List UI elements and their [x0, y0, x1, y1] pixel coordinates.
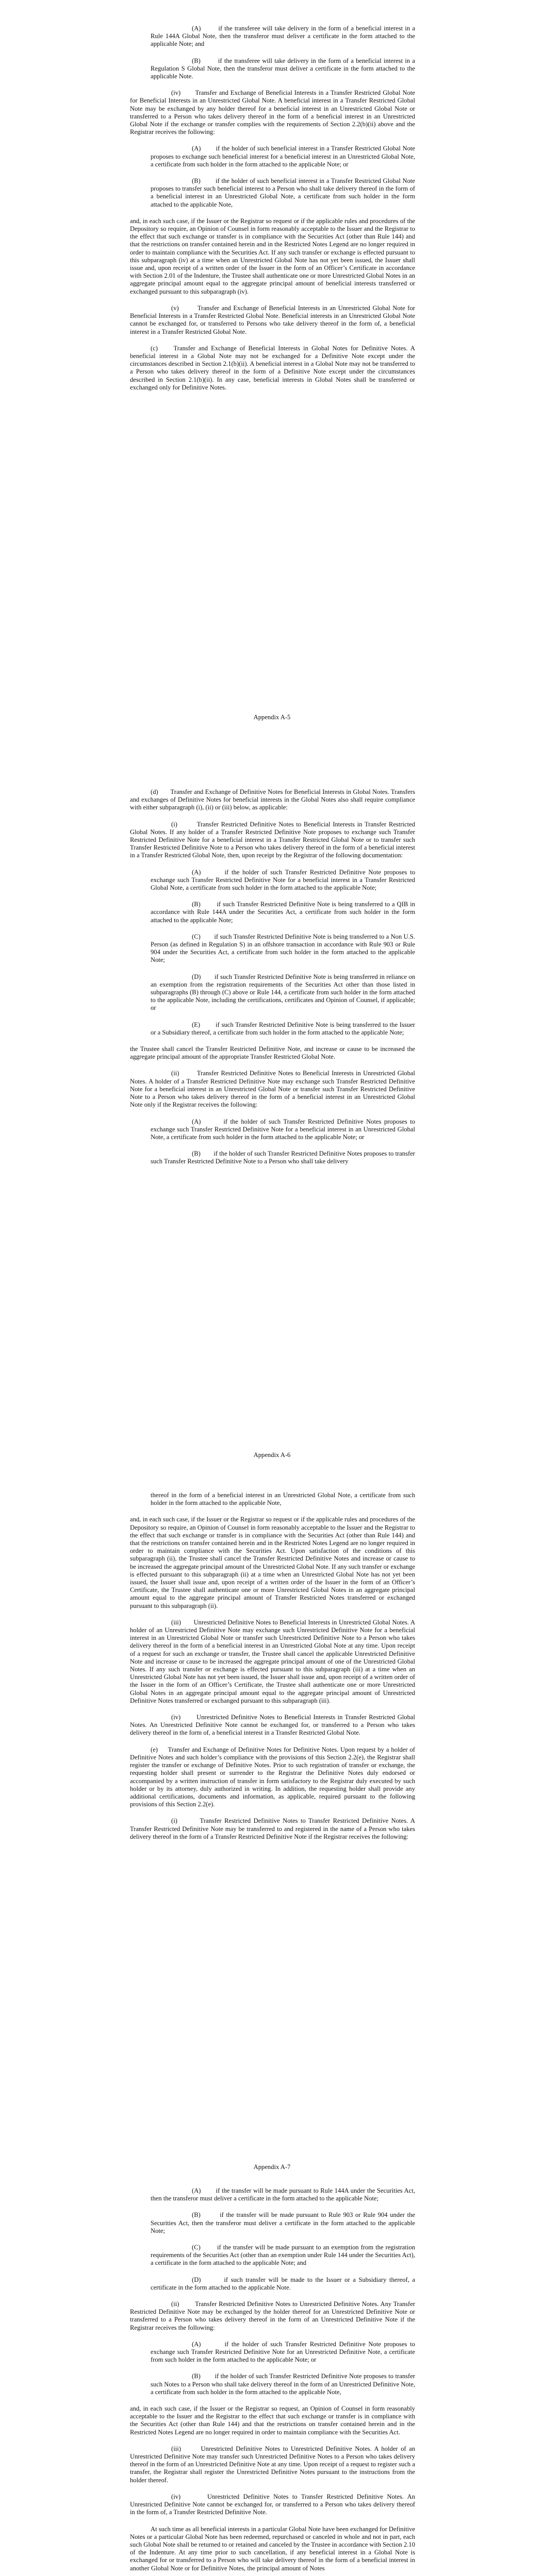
paragraph: (ii) Transfer Restricted Definitive Notes to Beneficial Interests in Unrestricted Global Notes. A holder of a Transfer Restricted Definitive Note may exchange such Transfer Restricted Definitive Note for a beneficial interest in an Unrestricted Global Note or transfer such Transfer Restricted Definitive Note to a Person who takes delivery thereof in the form of a beneficial interest in an Unrestricted Global Note only if the Registrar receives the following: [130, 1070, 415, 1109]
paragraph: (i) Transfer Restricted Definitive Notes to Transfer Restricted Definitive Notes. A Transfer Restricted Definitive Note may be transferred to and registered in the name of a Person who takes delivery thereof in the form of a Transfer Restricted Definitive Note if the Registrar receives the following: [130, 1817, 415, 1840]
paragraph: (iv) Transfer and Exchange of Beneficial Interests in a Transfer Restricted Global Note for Beneficial Interests in an Unrestricted Global Note. A beneficial interest in a Transfer Restricted Global Note may be exchanged by any holder thereof for a beneficial interest in an Unrestricted Global Note or transferred to a Person who takes delivery thereof in the form of a beneficial interest in an Unrestricted Global Note if the exchange or transfer complies with the requirements of Section 2.2(b)(ii) above and the Registrar receives the following: [130, 89, 415, 136]
document-page-a8 [0, 2187, 544, 2576]
paragraph: At such time as all beneficial interests in a particular Global Note have been exchanged for Definitive Notes or a particular Global Note has been redeemed, repurchased or canceled in whole and not in part, each such Global Note shall be returned to or retained and canceled by the Trustee in accordance with Section 2.10 of the Indenture. At any time prior to such cancellation, if any beneficial interest in a Global Note is exchanged for or transferred to a Person who will take delivery thereof in the form of a beneficial interest in another Global Note or for Definitive Notes, the principal amount of Notes [130, 2525, 415, 2572]
paragraph: (A) if the transfer will be made pursuant to Rule 144A under the Securities Act, then the transferor must deliver a certificate in the form attached to the applicable Note; [151, 2187, 415, 2202]
paragraph: thereof in the form of a beneficial interest in an Unrestricted Global Note, a certificate from such holder in the form attached to the applicable Note, [151, 1492, 415, 1507]
page-footer: Appendix A-5 [253, 714, 291, 721]
paragraph: (A) if the transferee will take delivery in the form of a beneficial interest in a Rule 144A Global Note, then the transferor must deliver a certificate in the form attached to the applicable Note; and [151, 25, 415, 48]
paragraph: (B) if such Transfer Restricted Definitive Note is being transferred to a QIB in accordance with Rule 144A under the Securities Act, a certificate from such holder in the form attached to the applicable Note; [151, 901, 415, 924]
paragraph: (C) if such Transfer Restricted Definitive Note is being transferred to a Non U.S. Person (as defined in Regulation S) in an offshore transaction in accordance with Rule 903 or Rule 904 under the Securities Act, a certificate from such holder in the form attached to the applicable Note; [151, 933, 415, 964]
paragraph: (D) if such Transfer Restricted Definitive Note is being transferred in reliance on an exemption from the registration requirements of the Securities Act other than those listed in subparagraphs (B) through (C) above or Rule 144, a certificate from such holder in the form attached to the applicable Note, including the certifications, certificates and Opinion of Counsel, if applicable; or [151, 973, 415, 1012]
paragraph: (B) if the transferee will take delivery in the form of a beneficial interest in a Regulation S Global Note, then the transferor must deliver a certificate in the form attached to the applicable Note. [151, 57, 415, 80]
paragraph: (iv) Unrestricted Definitive Notes to Beneficial Interests in Transfer Restricted Global Notes. An Unrestricted Definitive Note cannot be exchanged for, or transferred to a Person who takes delivery thereof in the form of, a beneficial interest in a Transfer Restricted Global Note. [130, 1714, 415, 1737]
paragraph: (iii) Unrestricted Definitive Notes to Unrestricted Definitive Notes. A holder of an Unrestricted Definitive Note may transfer such Unrestricted Definitive Notes to a Person who takes delivery thereof in the form of an Unrestricted Definitive Note at any time. Upon receipt of a request to register such a transfer, the Registrar shall register the Unrestricted Definitive Notes pursuant to the instructions from the holder thereof. [130, 2445, 415, 2484]
paragraph: (B) if the holder of such Transfer Restricted Definitive Note proposes to transfer such Notes to a Person who shall take delivery thereof in the form of an Unrestricted Definitive Note, a certificate from such holder in the form attached to the applicable Note, [151, 2372, 415, 2396]
page-footer: Appendix A-6 [253, 1451, 291, 1459]
paragraph: (d) Transfer and Exchange of Definitive Notes for Beneficial Interests in Global Notes. Transfers and exchanges of Definitive Notes for beneficial interests in the Global Notes also shall require compliance with either subparagraph (i), (ii) or (iii) below, as applicable: [130, 788, 415, 811]
paragraph: (D) if such transfer will be made to the Issuer or a Subsidiary thereof, a certificate in the form attached to the applicable Note. [151, 2276, 415, 2291]
paragraph: (A) if the holder of such Transfer Restricted Definitive Note proposes to exchange such Transfer Restricted Definitive Note for a beneficial interest in a Transfer Restricted Global Note, a certificate from such holder in the form attached to the applicable Note; [151, 868, 415, 892]
paragraph: (C) if the transfer will be made pursuant to an exemption from the registration requirements of the Securities Act (other than an exemption under Rule 144 under the Securities Act), a certificate in the form attached to the applicable Note; and [151, 2244, 415, 2267]
paragraph: (E) if such Transfer Restricted Definitive Note is being transferred to the Issuer or a Subsidiary thereof, a certificate from such holder in the form attached to the applicable Note; [151, 1021, 415, 1036]
paragraph: (B) if the holder of such Transfer Restricted Definitive Notes proposes to transfer such Transfer Restricted Definitive Note to a Person who shall take delivery [151, 1150, 415, 1165]
paragraph: (A) if the holder of such Transfer Restricted Definitive Note proposes to exchange such Transfer Restricted Definitive Note for an Unrestricted Definitive Note, a certificate from such holder in the form attached to the applicable Note; or [151, 2340, 415, 2364]
paragraph: and, in each such case, if the Issuer or the Registrar so request or if the applicable rules and procedures of the Depository so require, an Opinion of Counsel in form reasonably acceptable to the Issuer and the Registrar to the effect that such exchange or transfer is in compliance with the Securities Act (other than Rule 144) and that the restrictions on transfer contained herein and in the Restricted Notes Legend are no longer required in order to maintain compliance with the Securities Act. If any such transfer or exchange is effected pursuant to this subparagraph (iv) at a time when an Unrestricted Global Note has not yet been issued, the Issuer shall issue and, upon receipt of a written order of the Issuer in the form of an Officer’s Certificate in accordance with Section 2.01 of the Indenture, the Trustee shall authenticate one or more Unrestricted Global Notes in an aggregate principal amount equal to the aggregate principal amount of beneficial interests transferred or exchanged pursuant to this subparagraph (iv). [130, 217, 415, 295]
paragraph: and, in each such case, if the Issuer or the Registrar so request, an Opinion of Counsel in form reasonably acceptable to the Issuer and the Registrar to the effect that such exchange or transfer is in compliance with the Securities Act (other than Rule 144) and that the restrictions on transfer contained herein and in the Restricted Notes Legend are no longer required in order to maintain compliance with the Securities Act. [130, 2405, 415, 2436]
paragraph: (c) Transfer and Exchange of Beneficial Interests in Global Notes for Definitive Notes. A beneficial interest in a Global Note may not be exchanged for a Definitive Note except under the circumstances described in Section 2.1(b)(ii). A beneficial interest in a Global Note may not be transferred to a Person who takes delivery thereof in the form of a Definitive Note except under the circumstances described in Section 2.1(b)(ii). In any case, beneficial interests in Global Notes shall be transferred or exchanged only for Definitive Notes. [130, 344, 415, 391]
paragraph: (iii) Unrestricted Definitive Notes to Beneficial Interests in Unrestricted Global Notes. A holder of an Unrestricted Definitive Note may exchange such Unrestricted Definitive Note for a beneficial interest in an Unrestricted Global Note or transfer such Unrestricted Definitive Note to a Person who takes delivery thereof in the form of a beneficial interest in an Unrestricted Global Note at any time. Upon receipt of a request for such an exchange or transfer, the Trustee shall cancel the applicable Unrestricted Definitive Note and increase or cause to be increased the aggregate principal amount of one of the Unrestricted Global Notes. If any such transfer or exchange is effected pursuant to this subparagraph (iii) at a time when an Unrestricted Global Note has not yet been issued, the Issuer shall issue and, upon receipt of a written order of the Issuer in the form of an Officer’s Certificate, the Trustee shall authenticate one or more Unrestricted Global Notes in an aggregate principal amount equal to the aggregate principal amount of Unrestricted Definitive Notes transferred or exchanged pursuant to this subparagraph (iii). [130, 1618, 415, 1704]
paragraph: (B) if the holder of such beneficial interest in a Transfer Restricted Global Note proposes to transfer such beneficial interest to a Person who shall take delivery thereof in the form of a beneficial interest in an Unrestricted Global Note, a certificate from such holder in the form attached to the applicable Note, [151, 177, 415, 208]
paragraph: (i) Transfer Restricted Definitive Notes to Beneficial Interests in Transfer Restricted Global Notes. If any holder of a Transfer Restricted Definitive Note proposes to exchange such Transfer Restricted Definitive Note for a beneficial interest in a Transfer Restricted Global Note or to transfer such Transfer Restricted Definitive Note to a Person who takes delivery thereof in the form of a beneficial interest in a Transfer Restricted Global Note, then, upon receipt by the Registrar of the following documentation: [130, 820, 415, 859]
paragraph: (iv) Unrestricted Definitive Notes to Transfer Restricted Definitive Notes. An Unrestricted Definitive Note cannot be exchanged for, or transferred to a Person who takes delivery thereof in the form of, a Transfer Restricted Definitive Note. [130, 2493, 415, 2516]
paragraph: the Trustee shall cancel the Transfer Restricted Definitive Note, and increase or cause to be increased the aggregate principal amount of the appropriate Transfer Restricted Global Note. [130, 1045, 415, 1061]
page-footer: Appendix A-7 [253, 2163, 291, 2171]
paragraph: (v) Transfer and Exchange of Beneficial Interests in an Unrestricted Global Note for Beneficial Interests in a Transfer Restricted Global Note. Beneficial interests in an Unrestricted Global Note cannot be exchanged for, or transferred to Persons who take delivery thereof in the form of, a beneficial interest in a Transfer Restricted Global Note. [130, 304, 415, 335]
document-page-a5 [0, 0, 544, 788]
paragraph: (e) Transfer and Exchange of Definitive Notes for Definitive Notes. Upon request by a holder of Definitive Notes and such holder’s compliance with the provisions of this Section 2.2(e), the Registrar shall register the transfer or exchange of Definitive Notes. Prior to such registration of transfer or exchange, the requesting holder shall present or surrender to the Registrar the Definitive Notes duly endorsed or accompanied by a written instruction of transfer in form satisfactory to the Registrar duly executed by such holder or by its attorney, duly authorized in writing. In addition, the requesting holder shall provide any additional certifications, documents and information, as applicable, required pursuant to the following provisions of this Section 2.2(e). [130, 1745, 415, 1808]
paragraph: (A) if the holder of such beneficial interest in a Transfer Restricted Global Note proposes to exchange such beneficial interest for a beneficial interest in an Unrestricted Global Note, a certificate from such holder in the form attached to the applicable Note; or [151, 145, 415, 168]
paragraph: (B) if the transfer will be made pursuant to Rule 903 or Rule 904 under the Securities Act, then the transferor must deliver a certificate in the form attached to the applicable Note; [151, 2211, 415, 2234]
paragraph: (ii) Transfer Restricted Definitive Notes to Unrestricted Definitive Notes. Any Transfer Restricted Definitive Note may be exchanged by the holder thereof for an Unrestricted Definitive Note or transferred to a Person who takes delivery thereof in the form of an Unrestricted Definitive Note if the Registrar receives the following: [130, 2300, 415, 2331]
document-page-a6 [0, 788, 544, 1492]
paragraph: (A) if the holder of such Transfer Restricted Definitive Notes proposes to exchange such Transfer Restricted Definitive Note for a beneficial interest in an Unrestricted Global Note, a certificate from such holder in the form attached to the applicable Note; or [151, 1117, 415, 1141]
document-page-a7 [0, 1492, 544, 2187]
paragraph: and, in each such case, if the Issuer or the Registrar so request or if the applicable rules and procedures of the Depository so require, an Opinion of Counsel in form reasonably acceptable to the Issuer and the Registrar to the effect that such exchange or transfer is in compliance with the Securities Act (other than Rule 144) and that the restrictions on transfer contained herein and in the Restricted Notes Legend are no longer required in order to maintain compliance with the Securities Act. Upon satisfaction of the conditions of this subparagraph (ii), the Trustee shall cancel the Transfer Restricted Definitive Notes and increase or cause to be increased the aggregate principal amount of the Unrestricted Global Note. If any such transfer or exchange is effected pursuant to this subparagraph (ii) at a time when an Unrestricted Global Note has not yet been issued, the Issuer shall issue and, upon receipt of a written order of the Issuer in the form of an Officer’s Certificate, the Trustee shall authenticate one or more Unrestricted Global Notes in an aggregate principal amount equal to the aggregate principal amount of Transfer Restricted Notes transferred or exchanged pursuant to this subparagraph (ii). [130, 1516, 415, 1609]
